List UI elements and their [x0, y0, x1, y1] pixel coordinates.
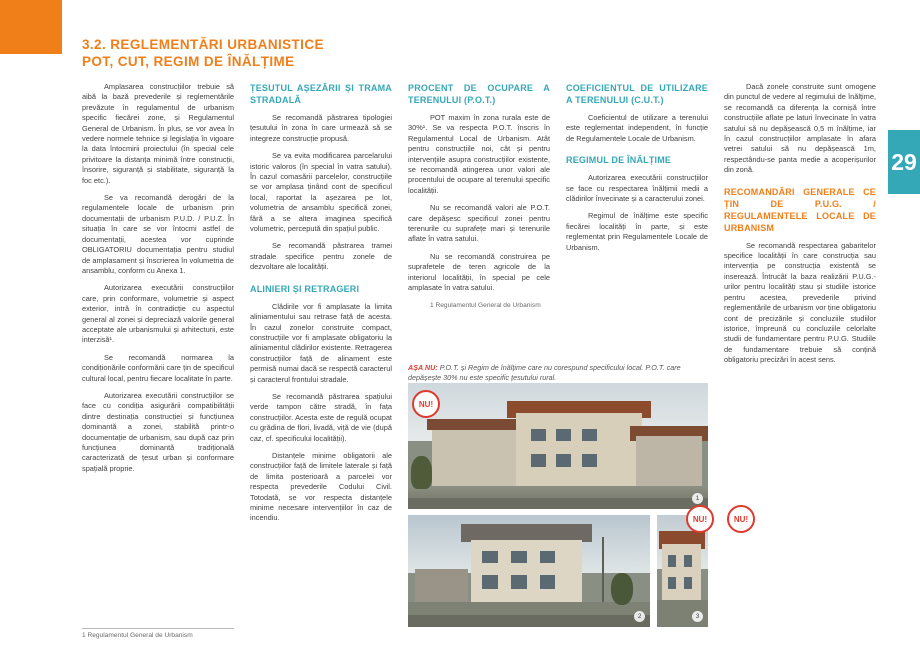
section-heading-recomandari: RECOMANDĂRI GENERALE CE ȚIN DE P.U.G. / REGULAMENTELE LOCALE DE URBANISM: [724, 186, 876, 233]
photo-2-window: [482, 551, 498, 564]
footnote-divider: [82, 628, 234, 629]
photo-1-window: [556, 454, 571, 467]
paragraph: Coeficientul de utilizare a terenului este reglementat independent, în funcție de Regulamentele Locale de Urbanism.: [566, 113, 708, 143]
section-heading-regim-inaltime: REGIMUL DE ÎNĂLȚIME: [566, 155, 672, 166]
photo-3-window: [668, 555, 677, 566]
photo-2-window: [482, 575, 498, 589]
photo-1-building-right: [636, 436, 702, 486]
photo-3-window: [668, 577, 677, 589]
paragraph: Amplasarea construcțiilor trebuie să aibă la bază prevederile și reglementările prevăzute în regulamentul de urbanism specific fiecărei zone, și Regulamentul General de Urbanism. În plus, se vor avea în vedere normele tehnice și legislația în vigoare la data întocmirii proiectului (în special cele privitoare la distanța minimă între construcții, însorire, siguranță și stabilitate, siguranță la foc etc.).: [82, 82, 234, 185]
paragraph: Autorizarea executării construcțiilor se face cu condiția asigurării compatibilității dintre destinația construcției și funcțiunea dominantă a zonei, stabilită printr-o documentație de urbanism, sau după caz prin funcțiunea dominantă tradițională caracterizată de țesut urban și conformare spațială proprie.: [82, 390, 234, 473]
paragraph: Regimul de înălțime este specific fiecărei localități în parte, și este reglementat prin Regulamentele Locale de Urbanism.: [566, 211, 708, 252]
page-number-tab: 29: [888, 130, 920, 194]
asa-nu-label: AȘA NU:: [408, 363, 438, 372]
photo-2-window: [511, 575, 527, 589]
paragraph: Se recomandă păstrarea tramei stradale specifice pentru zonele de dezvoltare ale localității.: [250, 241, 392, 272]
asa-nu-caption: [408, 363, 708, 383]
column-2: [250, 82, 392, 531]
photo-1-building-center: [516, 413, 642, 486]
photo-3-building: [662, 544, 701, 600]
column-3: [408, 82, 550, 317]
photo-number-badge: 1: [692, 493, 703, 504]
photo-1-tree: [411, 456, 432, 489]
section-heading-cut: COEFICIENTUL DE UTILIZARE A TERENULUI (C.U.T.): [566, 83, 708, 105]
photo-1-building-left: [432, 428, 522, 486]
corner-accent-decoration: [0, 0, 62, 54]
nu-badge-2: NU!: [686, 505, 714, 533]
photo-2: [408, 515, 650, 627]
paragraph: Se recomandă respectarea gabaritelor specifice localității în care construcția sau intervenția pe construcția existentă se inserează. Întrucât la baza realizării P.U.G.-urilor pentru localități stau și studiile istorice pentru acestea, prevederile privind reglementările de urbanism vor ține obligatoriu cont de precizările și concluziile studiilor istorice, împreună cu concluziile celorlalte studii de fundamentare pentru P.U.G. Studiile de fundamentare trebuie să conțină obligatoriu precizări în acest sens.: [724, 240, 876, 365]
page-title: [82, 36, 602, 70]
photo-3-window: [684, 555, 693, 566]
photo-2-window: [540, 551, 556, 564]
footnote-col1: 1 Regulamentul General de Urbanism: [82, 632, 193, 639]
photo-2-window: [540, 575, 556, 589]
nu-badge-1: NU!: [412, 390, 440, 418]
photo-1-window: [582, 429, 597, 441]
photo-1-window: [531, 429, 546, 441]
photo-number-badge: 3: [692, 611, 703, 622]
paragraph: Se recomandă păstrarea tipologiei țesutului în zona în care urmează să se integreze construcție propusă.: [250, 113, 392, 143]
paragraph: Distanțele minime obligatorii ale construcțiilor față de limitele laterale și față de limita posterioară a parcelei vor respecta prevederile Codului Civil. Totodată, se vor respecta distanțele minime necesare intervențiilor în caz de incendiu.: [250, 450, 392, 523]
column-5: [724, 82, 876, 373]
section-heading-alinieri: ALINIERI ȘI RETRAGERI: [250, 283, 360, 294]
paragraph: Autorizarea executării construcțiilor care, prin conformare, volumetrie și aspect exterior, intră în contradicție cu aspectul general al zonei și depreciază valorile general acceptate ale urbanismului și arhitecturii, este interzisă¹.: [82, 283, 234, 345]
photo-1-window: [556, 429, 571, 441]
photo-1: [408, 383, 708, 509]
section-heading-tesut: ȚESUTUL AȘEZĂRII ȘI TRAMA STRADALĂ: [250, 83, 392, 105]
photo-1-road: [408, 498, 708, 509]
photo-2-tree: [611, 573, 633, 604]
paragraph: Dacă zonele construite sunt omogene din punctul de vedere al regimului de înălțime, se recomandă ca diferența la cornișă între construcțiile aflate pe laturi învecinate în vatra satului să nu depășească 0,5 m înălțime, iar în cazul construcțiilor amplasate în afara vetrei satului să nu depășească 1m, respectându-se panta medie a acoperișurilor din zonă.: [724, 82, 876, 175]
paragraph: Nu se recomandă construirea pe suprafetele de teren agricole de la interiorul localității, în special pe cele amplasate în vatra satului.: [408, 251, 550, 293]
photo-2-road: [408, 615, 650, 627]
photo-2-window: [511, 551, 527, 564]
paragraph: Se recomandă păstrarea spațiului verde tampon către stradă, în fața construcțiilor. Acesta este de regulă ocupat cu grădina de flori, livadă, viță de vie (după caz, cf. specificului localității).: [250, 391, 392, 443]
paragraph: Clădirile vor fi amplasate la limita aliniamentului sau retrase față de acesta. În cazul zonelor construite compact, construcțiile vor fi amplasate obligatoriu la aliniamentul clădirilor existente. Retragerea construcțiilor față de alinament este permisă numai dacă se respectă caracterul și caracterul frontului stradale.: [250, 301, 392, 384]
column-1: [82, 82, 234, 481]
paragraph: POT maxim în zona rurala este de 30%¹. Se va respecta P.O.T. înscris în Regulamentul Local de Urbanism. Atât pentru construcțiile noi, cât și pentru intervențiile asupra construcțiilor existente, se recomandă atingerea unor valori ale procentului de ocupare al terenului specific localității.: [408, 113, 550, 195]
photo-1-window: [582, 454, 597, 467]
paragraph: Se va evita modificarea parcelarului istoric valoros (în special în vatra satului). În cazul comasării parcelelor, construcțiile se vor amplasa ținând cont de specificul local, raportat la așezarea pe lot, volumetria de ansamblu specifică zonei, fără a se altera imaginea specifică volumetric, percepută din spațiul public.: [250, 151, 392, 234]
photo-number-badge: 2: [634, 611, 645, 622]
paragraph: Autorizarea executării construcțiilor se face cu respectarea înălțimii medii a clădirilor învecinate și a caracterului zonei.: [566, 173, 708, 204]
page-title-line-1: 3.2. REGLEMENTĂRI URBANISTICE: [82, 37, 324, 52]
photo-3-window: [684, 577, 693, 589]
photo-2-utility-pole: [602, 537, 605, 602]
photo-2-building: [471, 540, 582, 603]
footnote-col3: 1 Regulamentul General de Urbanism: [430, 301, 541, 309]
nu-badge-3: NU!: [727, 505, 755, 533]
paragraph: Se va recomandă derogări de la regulamentele locale de urbanism prin documentații de urbanism P.U.D. / P.U.Z. În situația în care se vor întocmi astfel de documentații, acestea vor cuprinde OBLIGATORIU documentația pentru studiul de amplasament și înscrierea în volumetria de ansamblu, conform cu Anexa 1.: [82, 193, 234, 275]
page-title-line-2: POT, CUT, REGIM DE ÎNĂLȚIME: [82, 54, 295, 69]
section-heading-pot: PROCENT DE OCUPARE A TERENULUI (P.O.T.): [408, 83, 550, 105]
photo-2-shed: [415, 569, 468, 603]
paragraph: Se recomandă normarea la condiționările conformării care țin de specificul cultural local, pentru fiecare localitate în parte.: [82, 352, 234, 383]
asa-nu-text: P.O.T. și Regim de înălțime care nu corespund specificului local. P.O.T. care depășește 30% nu este specific țesutului rural.: [408, 363, 681, 382]
paragraph: Nu se recomandă valori ale P.O.T. care depășesc specificul zonei pentru terenurile cu suprafețe mari și terenurile aflate în vatra satului.: [408, 203, 550, 244]
column-4: [566, 82, 708, 260]
photo-1-window: [531, 454, 546, 467]
